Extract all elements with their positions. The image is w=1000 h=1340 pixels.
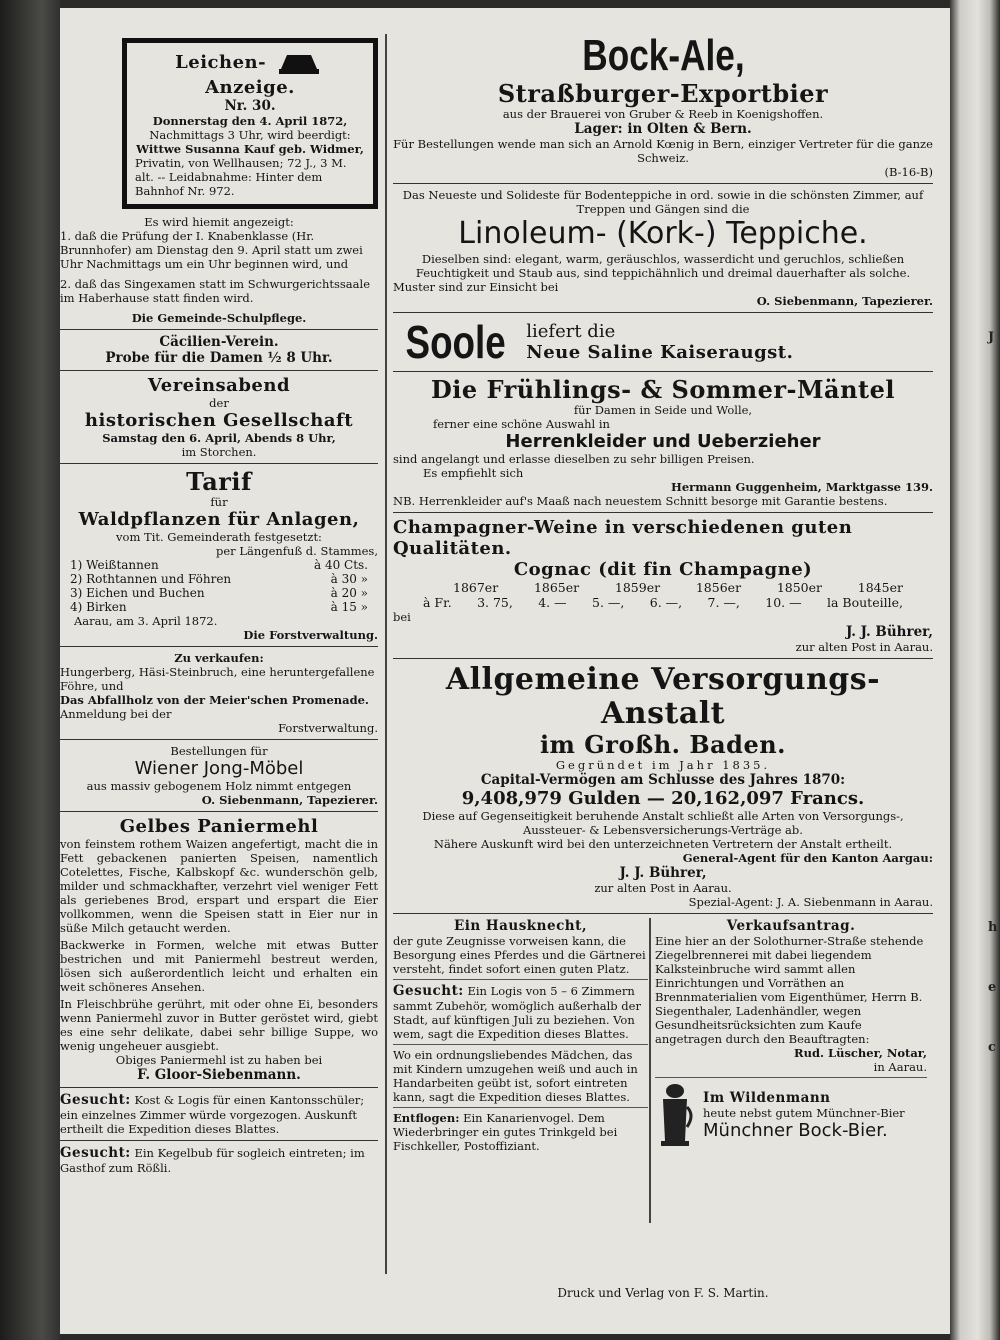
maentel-line-2: ferner eine schöne Auswahl in <box>433 417 610 431</box>
versorgung-agent-name: J. J. Bührer, <box>619 865 707 881</box>
tarif-place-date: Aarau, am 3. April 1872. <box>74 614 218 628</box>
gesucht-text: Kost & Logis für einen Kantonsschüler; ein einzelnes Zimmer würde vorgezogen. Auskunft ertheilt die Expedition dieses Blattes. <box>60 1093 365 1136</box>
tarif-unit: per Längenfuß d. Stammes, <box>216 544 378 558</box>
price-value: 3. 75, <box>477 595 513 610</box>
printer-imprint: Druck und Verlag von F. S. Martin. <box>557 1286 769 1300</box>
verkaufsantrag-signature-sub: in Aarau. <box>873 1060 927 1074</box>
edge-fragment: c <box>988 1040 996 1055</box>
versorgung-text: Diese auf Gegenseitigkeit beruhende Anstalt schließt alle Arten von Versorgungs-, Aussteuer- & Lebensversicherungs-Verträge ab. <box>422 809 904 837</box>
divider <box>60 463 378 464</box>
bockale-code: (B-16-B) <box>884 165 933 179</box>
price-value: 6. —, <box>649 595 683 610</box>
linoleum-text: Dieselben sind: elegant, warm, geräuschlos, wasserdicht und geruchlos, schließen Feuchtigkeit und Staub aus, sind teppichähnlich und dreimal dauerhafter als solche. <box>415 252 911 280</box>
year-label: 1859er <box>614 580 661 595</box>
divider <box>393 312 933 313</box>
gesucht-label: Gesucht: <box>60 1145 131 1161</box>
divider <box>60 1087 378 1088</box>
champagne-signature-sub: zur alten Post in Aarau. <box>795 640 933 654</box>
price-unit: la Bouteille, <box>826 595 903 610</box>
tarif-row: 2) Rothtannen und Föhren à 30 » <box>70 572 368 586</box>
versorgung-title: Allgemeine Versorgungs-Anstalt <box>445 662 881 731</box>
verein-notice <box>60 375 378 459</box>
obituary-title: Leichen- Anzeige. <box>135 49 365 98</box>
paniermehl-p4: Obiges Paniermehl ist zu haben bei <box>115 1053 323 1067</box>
divider <box>393 979 648 980</box>
divider <box>393 658 933 659</box>
vogel-label: Entflogen: <box>393 1111 460 1125</box>
verkaufen-text-2: Das Abfallholz von der Meier'schen Promenade. <box>60 693 369 707</box>
verein-place: im Storchen. <box>181 445 257 459</box>
price-value: 5. —, <box>592 595 625 610</box>
gesucht-text: Ein Kegelbub für sogleich eintreten; im Gasthof zum Rößli. <box>60 1146 365 1175</box>
moebel-text: aus massiv gebogenem Holz nimmt entgegen <box>86 779 352 793</box>
champagne-signature: J. J. Bührer, <box>845 624 933 640</box>
small-ads-right <box>655 918 927 1149</box>
divider <box>60 646 378 647</box>
paniermehl-p1: von feinstem rothem Waizen angefertigt, macht die in Fett gebackenen panierten Speisen, namentlich Cotelettes, Fische, Kalbskopf &c. wunderschön gelb, milder und schmackhafter, verzehrt viel weniger Fett als geriebenes Brod, erspart und erspart die Eier vollkommen, wenn die Speisen statt in Eier nur in süße Milch getaucht werden. <box>60 837 378 935</box>
page-edge-left <box>0 0 60 1340</box>
soole-line-2: Neue Saline Kaiseraugst. <box>526 342 794 363</box>
maentel-ad <box>393 376 933 508</box>
price-value: 7. —, <box>707 595 740 610</box>
divider <box>60 1140 378 1141</box>
school-item-2: 2. daß das Singexamen statt im Schwurgerichtssaale im Haberhause statt finden wird. <box>60 277 371 305</box>
versorgung-info: Nähere Auskunft wird bei den unterzeichneten Vertretern der Anstalt ertheilt. <box>433 837 893 851</box>
soole-word: Soole <box>405 316 506 368</box>
maentel-signature: Hermann Guggenheim, Marktgasse 139. <box>670 480 933 494</box>
soole-ad <box>393 317 933 367</box>
linoleum-signature: O. Siebenmann, Tapezierer. <box>756 294 933 308</box>
bockale-title: Bock-Ale, <box>581 31 745 80</box>
obituary-date: Donnerstag den 4. April 1872, <box>152 114 348 128</box>
verein-date: Samstag den 6. April, Abends 8 Uhr, <box>102 431 336 445</box>
coffin-icon <box>277 49 321 77</box>
divider <box>393 913 933 914</box>
verkaufen-text-1: Hungerberg, Häsi-Steinbruch, eine heruntergefallene Föhre, und <box>60 665 375 693</box>
divider <box>60 329 378 330</box>
gesucht-kost-ad <box>60 1092 378 1136</box>
champagne-ad <box>393 517 933 654</box>
bockale-ad <box>393 32 933 179</box>
left-column <box>60 30 378 1177</box>
linoleum-intro: Das Neueste und Solideste für Bodenteppiche in ord. sowie in die schönsten Zimmer, auf Treppen und Gängen sind die <box>402 188 924 216</box>
inner-divider <box>649 918 651 1223</box>
divider <box>393 512 933 513</box>
wildenmann-ad <box>655 1081 927 1149</box>
paniermehl-p3: In Fleischbrühe gerührt, mit oder ohne Ei, besonders wenn Paniermehl zuvor in Butter geröstet wird, giebt es eine sehr delikate, dabei sehr billige Suppe, wo wenig ungeheuer ausgiebt. <box>60 997 378 1053</box>
price-value: 4. — <box>538 595 567 610</box>
versorgung-subtitle: im Großh. Baden. <box>539 730 787 759</box>
linoleum-title: Linoleum- (Kork-) Teppiche. <box>458 216 868 251</box>
tarif-fuer: für <box>210 495 228 509</box>
versorgung-capital: Capital-Vermögen am Schlusse des Jahres 1870: <box>480 772 846 788</box>
logis-text: Ein Logis von 5 – 6 Zimmern sammt Zubehör, womöglich außerhalb der Stadt, auf künftigen Juli zu beziehen. Von wem, sagt die Expedition dieses Blattes. <box>393 984 641 1041</box>
divider <box>393 1107 648 1108</box>
year-label: 1845er <box>857 580 903 595</box>
moebel-ad <box>60 744 378 807</box>
versorgung-agent-sub: zur alten Post in Aarau. <box>594 881 732 895</box>
verkaufen-signature: Forstverwaltung. <box>278 721 378 735</box>
obituary-time: Nachmittags 3 Uhr, wird beerdigt: <box>149 128 351 142</box>
verkaufsantrag-signature: Rud. Lüscher, Notar, <box>794 1046 927 1060</box>
soole-line-1: liefert die <box>526 321 616 342</box>
bockale-lager: Lager: in Olten & Bern. <box>574 121 752 137</box>
maentel-line-5: Es empfiehlt sich <box>423 466 524 480</box>
tarif-row: 3) Eichen und Buchen à 20 » <box>70 586 368 600</box>
tarif-subject: Waldpflanzen für Anlagen, <box>78 509 360 530</box>
verein-society: historischen Gesellschaft <box>84 410 354 431</box>
hausknecht-title: Ein Hausknecht, <box>453 918 588 934</box>
tarif-notice <box>60 468 378 642</box>
maentel-line-4: sind angelangt und erlasse dieselben zu sehr billigen Preisen. <box>393 452 755 466</box>
maentel-title: Die Frühlings- & Sommer-Mäntel <box>430 375 896 404</box>
obituary-name: Wittwe Susanna Kauf geb. Widmer, <box>136 142 364 156</box>
caecilien-text: Probe für die Damen ½ 8 Uhr. <box>105 350 333 366</box>
champagne-years <box>393 580 933 595</box>
verkaufsantrag-title: Verkaufsantrag. <box>726 918 856 934</box>
page-edge-right <box>950 0 1000 1340</box>
paniermehl-p2: Backwerke in Formen, welche mit etwas Butter bestrichen und mit Paniermehl bestreut werden, lösen sich außerordentlich leicht und erhalten ein weit schöneres Ansehen. <box>60 938 378 994</box>
champagne-cognac: Cognac (dit fin Champagne) <box>513 559 813 580</box>
moebel-pre: Bestellungen für <box>170 744 268 758</box>
column-divider <box>385 34 387 1274</box>
paniermehl-ad <box>60 816 378 1083</box>
paniermehl-title: Gelbes Paniermehl <box>119 816 319 837</box>
divider <box>60 370 378 371</box>
divider <box>393 183 933 184</box>
right-column <box>393 30 933 1153</box>
versorgung-amount: 9,408,979 Gulden — 20,162,097 Francs. <box>461 788 865 809</box>
price-value: 10. — <box>765 595 802 610</box>
verkaufsantrag-text: Eine hier an der Solothurner-Straße stehende Ziegelbrennerei mit dabei liegendem Kalksteinbruche wird sammt allen Einrichtungen und Vorräthen an Brennmaterialien vom Eigenthümer, Herrn B. Siegenthaler, Ladenhändler, wegen Gesundheitsrücksichten zum Kaufe angetragen durch den Beauftragten: <box>655 934 924 1046</box>
price-label: à Fr. <box>423 595 452 610</box>
edge-fragment: J <box>988 330 995 345</box>
maedchen-text: Wo ein ordnungsliebendes Mädchen, das mit Kindern umzugehen weiß und auch in Handarbeiten geübt ist, sofort eintreten kann, sagt die Expedition dieses Blattes. <box>393 1048 638 1104</box>
versorgung-agent: General-Agent für den Kanton Aargau: <box>682 851 933 865</box>
paniermehl-signature: F. Gloor-Siebenmann. <box>137 1067 301 1083</box>
bockale-order: Für Bestellungen wende man sich an Arnold Kœnig in Bern, einziger Vertreter für die ganze Schweiz. <box>393 137 933 165</box>
maentel-line-1: für Damen in Seide und Wolle, <box>573 403 753 417</box>
tarif-signature: Die Forstverwaltung. <box>243 628 378 642</box>
maentel-line-3: Herrenkleider und Ueberzieher <box>505 431 821 452</box>
versorgung-founded: Gegründet im Jahr 1835. <box>555 758 771 772</box>
divider <box>393 1044 648 1045</box>
obituary-detail: Privatin, von Wellhausen; 72 J., 3 M. alt. -- Leidabnahme: Hinter dem Bahnhof Nr. 972. <box>135 156 347 198</box>
school-signature: Die Gemeinde-Schulpflege. <box>131 311 307 325</box>
wildenmann-text: heute nebst gutem Münchner-Bier <box>703 1105 905 1120</box>
year-label: 1865er <box>533 580 580 595</box>
maentel-nb: NB. Herrenkleider auf's Maaß nach neuestem Schnitt besorge mit Garantie bestens. <box>393 494 888 508</box>
edge-fragment: e <box>988 980 997 995</box>
bockale-from: aus der Brauerei von Gruber & Reeb in Koenigshoffen. <box>502 107 824 121</box>
gesucht-label: Gesucht: <box>60 1092 131 1108</box>
edge-fragment: h <box>988 920 998 935</box>
school-item-1: 1. daß die Prüfung der I. Knabenklasse (Hr. Brunnhofer) am Dienstag den 9. April statt um zwei Uhr Nachmittags um ein Uhr beginnen wird, und <box>60 229 363 271</box>
linoleum-muster: Muster sind zur Einsicht bei <box>393 280 559 294</box>
caecilien-title: Cäcilien-Verein. <box>159 334 279 350</box>
beer-mug-icon <box>655 1081 695 1149</box>
tarif-by: vom Tit. Gemeinderath festgesetzt: <box>116 530 322 544</box>
verkaufen-text-3: Anmeldung bei der <box>60 707 172 721</box>
versorgung-ad <box>393 663 933 909</box>
divider <box>60 811 378 812</box>
wildenmann-title: Im Wildenmann <box>703 1089 831 1106</box>
year-label: 1856er <box>695 580 742 595</box>
bockale-subtitle: Straßburger-Exportbier <box>497 79 829 108</box>
school-intro: Es wird hiemit angezeigt: <box>144 215 294 229</box>
champagne-prices <box>393 595 933 610</box>
vogel-text: Ein Kanarienvogel. Dem Wiederbringer ein gutes Trinkgeld bei Fischkeller, Postoffizіant. <box>393 1111 618 1153</box>
moebel-signature: O. Siebenmann, Tapezierer. <box>201 793 378 807</box>
verein-title: Vereinsabend <box>147 375 291 396</box>
tarif-row: 4) Birken à 15 » <box>70 600 368 614</box>
verkaufen-notice <box>60 651 378 735</box>
wildenmann-bier: Münchner Bock-Bier. <box>703 1119 888 1141</box>
hausknecht-text: der gute Zeugnisse vorweisen kann, die Besorgung eines Pferdes und die Gärtnerei versteht, findet sofort einen guten Platz. <box>393 934 646 976</box>
obituary-number: Nr. 30. <box>224 98 276 114</box>
verein-der: der <box>209 396 229 410</box>
logis-label: Gesucht: <box>393 983 464 999</box>
small-ads-left <box>393 918 648 1153</box>
year-label: 1867er <box>453 580 499 595</box>
gesucht-kegelbub-ad <box>60 1145 378 1175</box>
moebel-title: Wiener Jong-Möbel <box>134 758 304 779</box>
tarif-row: 1) Weißtannen à 40 Cts. <box>70 558 368 572</box>
divider <box>655 1077 927 1078</box>
divider <box>60 739 378 740</box>
school-notice <box>60 215 378 325</box>
tarif-title: Tarif <box>186 467 252 496</box>
divider <box>393 371 933 372</box>
champagne-title: Champagner-Weine in verschiedenen guten Qualitäten. <box>393 517 853 559</box>
linoleum-ad <box>393 188 933 308</box>
verkaufen-title: Zu verkaufen: <box>174 651 264 665</box>
year-label: 1850er <box>776 580 822 595</box>
caecilien-notice <box>60 334 378 366</box>
champagne-bei: bei <box>393 610 411 624</box>
versorgung-special: Spezial-Agent: J. A. Siebenmann in Aarau. <box>688 895 933 909</box>
obituary-box <box>122 38 378 209</box>
